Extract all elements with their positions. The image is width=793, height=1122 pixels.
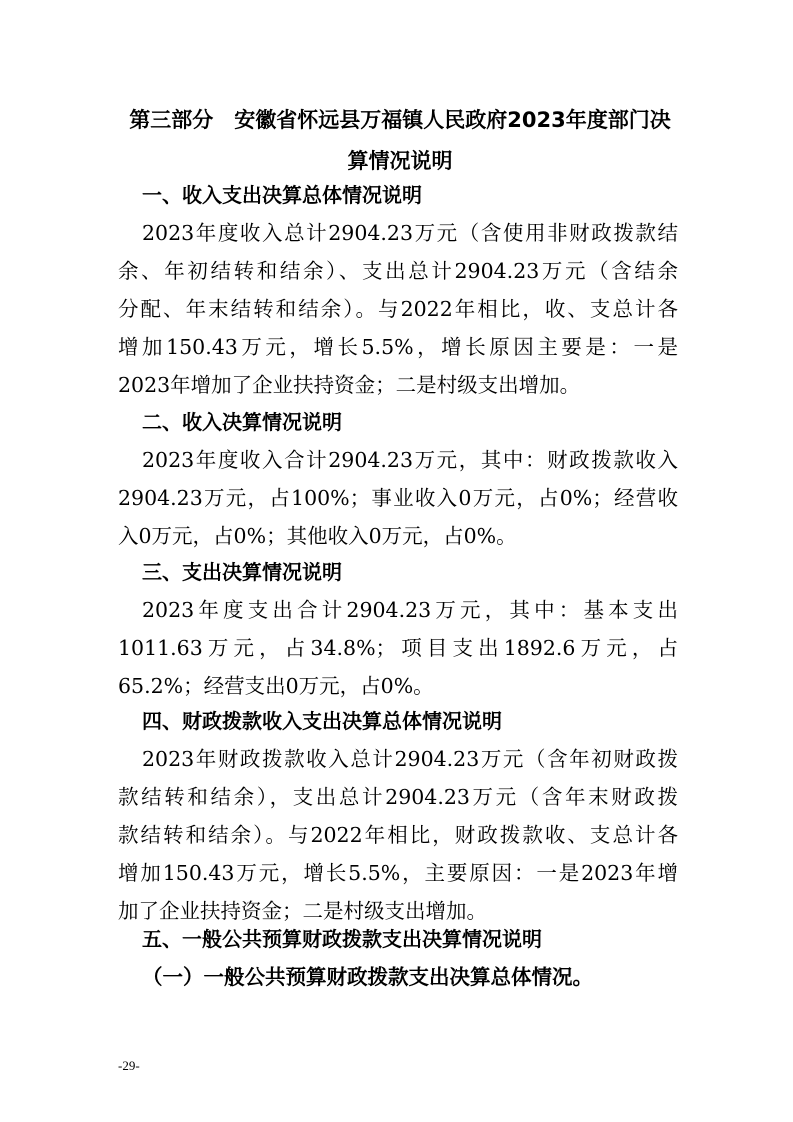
section-heading-expenditure: 三、支出决算情况说明 xyxy=(142,560,342,584)
paragraph-line: 2023年财政拨款收入总计2904.23万元（含年初财政拨 xyxy=(142,747,678,771)
section-heading-general-public-budget: 五、一般公共预算财政拨款支出决算情况说明 xyxy=(142,927,542,951)
paragraph-line: 分配、年末结转和结余）。与2022年相比，收、支总计各 xyxy=(118,297,678,321)
paragraph-line: 2904.23万元，占100%；事业收入0万元，占0%；经营收 xyxy=(118,486,678,510)
paragraph-line: 加了企业扶持资金；二是村级支出增加。 xyxy=(118,899,487,923)
section-paragraph-expenditure xyxy=(118,591,678,705)
page-title xyxy=(120,100,680,182)
page-title-line-2: 算情况说明 xyxy=(347,149,453,173)
paragraph-line: 2023年度收入合计2904.23万元，其中：财政拨款收入 xyxy=(142,448,678,472)
paragraph-line: 65.2%；经营支出0万元，占0%。 xyxy=(118,674,434,698)
paragraph-line: 入0万元，占0%；其他收入0万元，占0%。 xyxy=(118,524,517,548)
subsection-heading-general-public-budget-overview: （一）一般公共预算财政拨款支出决算总体情况。 xyxy=(142,965,593,989)
paragraph-line: 余、年初结转和结余）、支出总计2904.23万元（含结余 xyxy=(118,259,678,283)
paragraph-line: 2023年度支出合计2904.23万元，其中：基本支出 xyxy=(142,598,678,622)
paragraph-line: 增加150.43万元，增长5.5%，主要原因：一是2023年增 xyxy=(118,861,678,885)
paragraph-line: 2023年度收入总计2904.23万元（含使用非财政拨款结 xyxy=(142,221,678,245)
section-heading-income: 二、收入决算情况说明 xyxy=(142,410,342,434)
section-paragraph-fiscal-appropriation-overview xyxy=(118,740,678,930)
paragraph-line: 2023年增加了企业扶持资金；二是村级支出增加。 xyxy=(118,373,581,397)
page-number: -29- xyxy=(118,1058,140,1073)
paragraph-line: 1011.63万元，占34.8%；项目支出1892.6万元，占 xyxy=(118,636,678,660)
paragraph-line: 款结转和结余），支出总计2904.23万元（含年末财政拨 xyxy=(118,785,678,809)
section-heading-income-expenditure-overview: 一、收入支出决算总体情况说明 xyxy=(142,183,422,207)
section-paragraph-income xyxy=(118,441,678,555)
section-heading-fiscal-appropriation-overview: 四、财政拨款收入支出决算总体情况说明 xyxy=(142,709,502,733)
paragraph-line: 增加150.43万元，增长5.5%，增长原因主要是：一是 xyxy=(118,335,678,359)
section-paragraph-income-expenditure-overview xyxy=(118,214,678,404)
paragraph-line: 款结转和结余）。与2022年相比，财政拨款收、支总计各 xyxy=(118,823,678,847)
page-title-line-1: 第三部分 安徽省怀远县万福镇人民政府2023年度部门决 xyxy=(129,108,671,132)
